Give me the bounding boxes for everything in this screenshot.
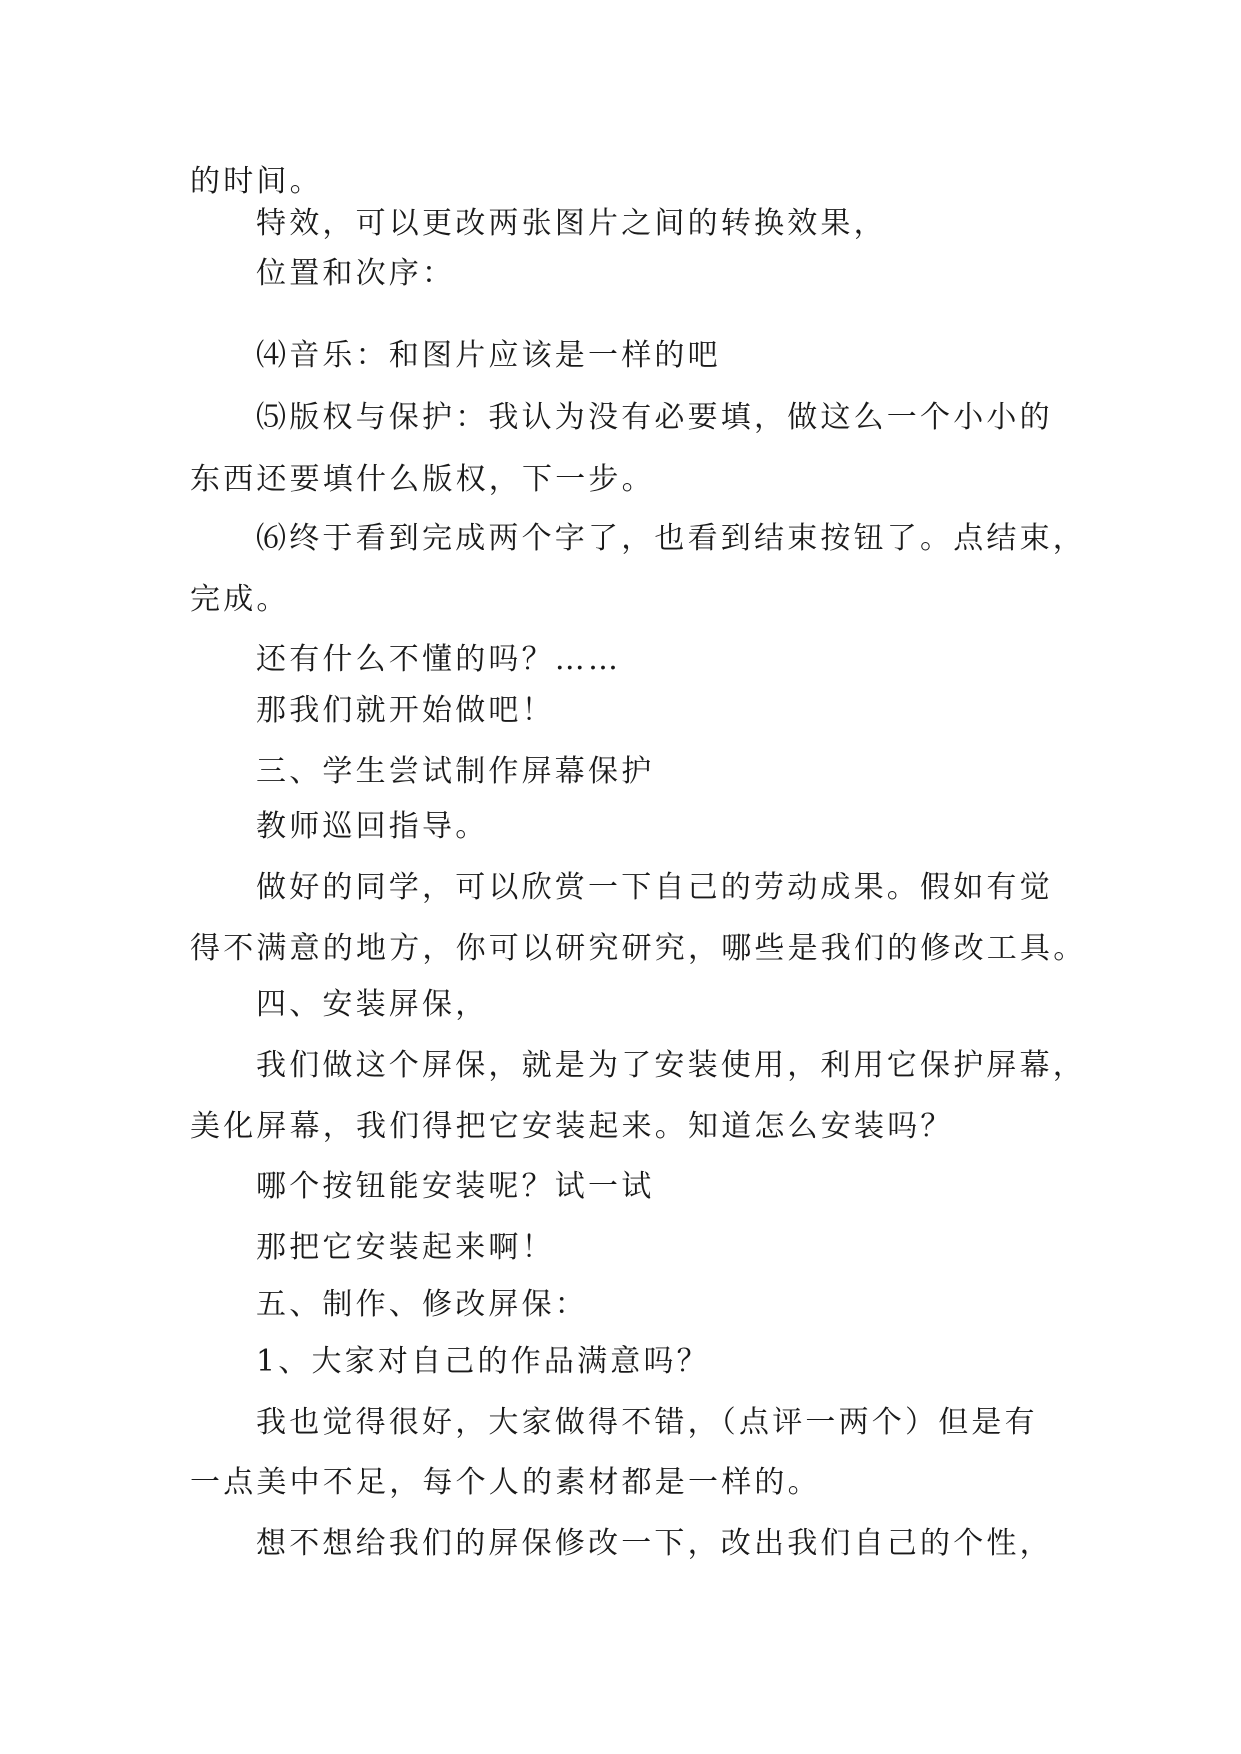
text-line: 那我们就开始做吧！ xyxy=(256,693,555,728)
text-line: 我也觉得很好，大家做得不错，（点评一两个）但是有 xyxy=(256,1405,1038,1440)
text-line: 还有什么不懂的吗？…… xyxy=(256,642,622,677)
text-line: 想不想给我们的屏保修改一下，改出我们自己的个性， xyxy=(256,1526,1053,1561)
text-line: 做好的同学，可以欣赏一下自己的劳动成果。假如有觉 xyxy=(256,870,1053,905)
section-heading: 五、制作、修改屏保： xyxy=(256,1287,588,1322)
text-line: 特效，可以更改两张图片之间的转换效果， xyxy=(256,206,887,241)
text-line: 位置和次序： xyxy=(256,256,456,291)
text-line: 完成。 xyxy=(190,582,290,617)
text-line: 那把它安装起来啊！ xyxy=(256,1230,555,1265)
text-line: 得不满意的地方，你可以研究研究，哪些是我们的修改工具。 xyxy=(190,931,1087,966)
section-heading: 四、安装屏保， xyxy=(256,987,489,1022)
text-line: 美化屏幕，我们得把它安装起来。知道怎么安装吗？ xyxy=(190,1109,954,1144)
text-line: 的时间。 xyxy=(190,164,323,199)
text-line: 我们做这个屏保，就是为了安装使用，利用它保护屏幕， xyxy=(256,1048,1086,1083)
text-line: 教师巡回指导。 xyxy=(256,809,489,844)
text-line: 哪个按钮能安装呢？试一试 xyxy=(256,1169,655,1204)
text-line: 东西还要填什么版权，下一步。 xyxy=(190,462,655,497)
text-line: ⑸版权与保护：我认为没有必要填，做这么一个小小的 xyxy=(256,400,1053,435)
text-line: 1、大家对自己的作品满意吗？ xyxy=(256,1344,710,1379)
text-line: 一点美中不足，每个人的素材都是一样的。 xyxy=(190,1465,821,1500)
text-line: ⑹终于看到完成两个字了，也看到结束按钮了。点结束， xyxy=(256,521,1086,556)
text-line: ⑷音乐：和图片应该是一样的吧 xyxy=(256,338,721,373)
section-heading: 三、学生尝试制作屏幕保护 xyxy=(256,754,655,789)
